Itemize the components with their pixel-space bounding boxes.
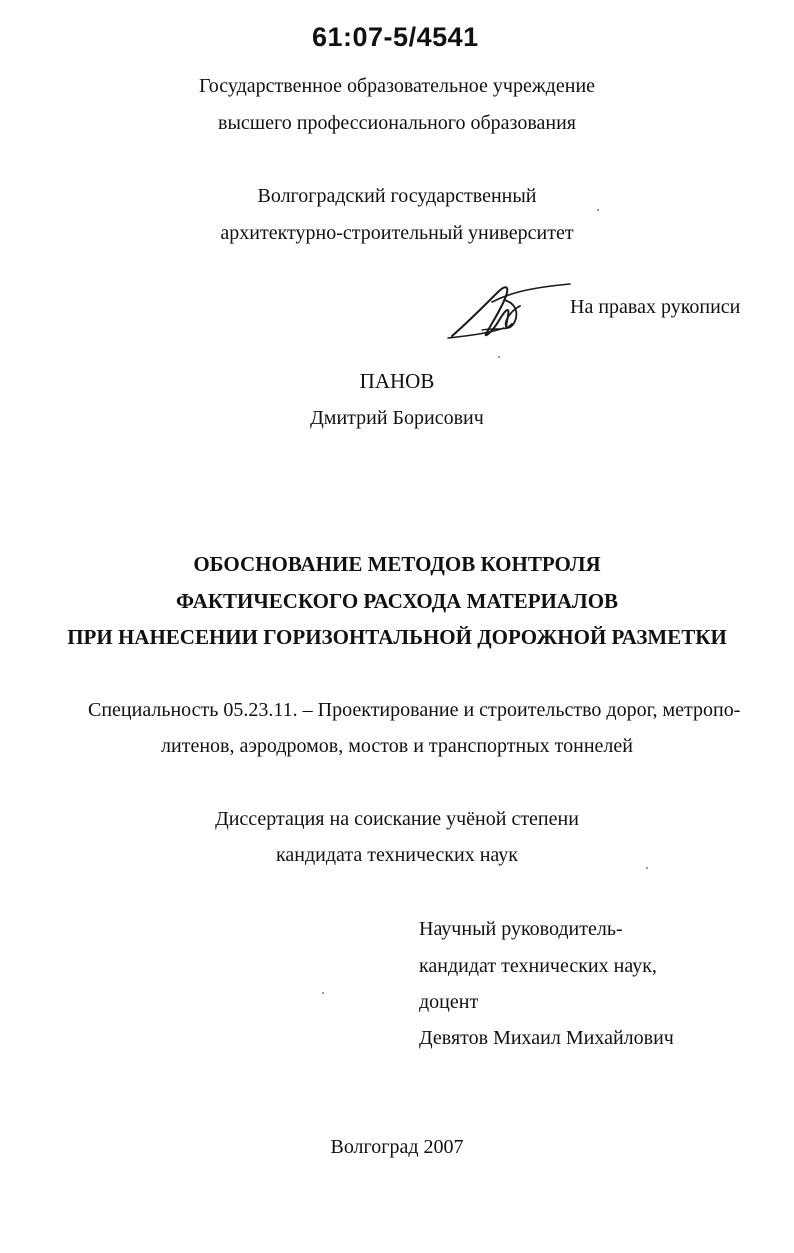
author-given-names: Дмитрий Борисович [310, 407, 484, 429]
supervisor-line-3: доцент [419, 991, 479, 1013]
scan-speck [597, 209, 599, 211]
scan-speck [498, 356, 500, 358]
title-line-2: ФАКТИЧЕСКОГО РАСХОДА МАТЕРИАЛОВ [175, 589, 619, 613]
scan-speck [322, 992, 324, 994]
title-line-3: ПРИ НАНЕСЕНИИ ГОРИЗОНТАЛЬНОЙ ДОРОЖНОЙ РАЗМЕТКИ [67, 625, 727, 649]
supervisor-line-2: кандидат технических наук, [419, 955, 657, 977]
title-line-1: ОБОСНОВАНИЕ МЕТОДОВ КОНТРОЛЯ [193, 552, 601, 576]
institution-line-2: высшего профессионального образования [218, 112, 576, 134]
city-year: Волгоград 2007 [330, 1136, 464, 1158]
degree-line-2: кандидата технических наук [275, 844, 519, 866]
author-surname: ПАНОВ [359, 369, 435, 393]
signature-image [446, 272, 576, 344]
supervisor-line-1: Научный руководитель- [419, 918, 623, 940]
specialty-line-1: Специальность 05.23.11. – Проектирование и строительство дорог, метропо- [88, 699, 741, 721]
institution-line-1: Государственное образовательное учреждение [198, 75, 596, 97]
university-line-2: архитектурно-строительный университет [220, 222, 574, 244]
specialty-line-2: литенов, аэродромов, мостов и транспортных тоннелей [161, 735, 633, 757]
scan-speck [646, 867, 648, 869]
catalog-number: 61:07-5/4541 [312, 22, 479, 52]
degree-line-1: Диссертация на соискание учёной степени [215, 808, 579, 830]
university-line-1: Волгоградский государственный [257, 185, 537, 207]
manuscript-note: На правах рукописи [570, 296, 741, 318]
supervisor-line-4: Девятов Михаил Михайлович [419, 1027, 674, 1049]
